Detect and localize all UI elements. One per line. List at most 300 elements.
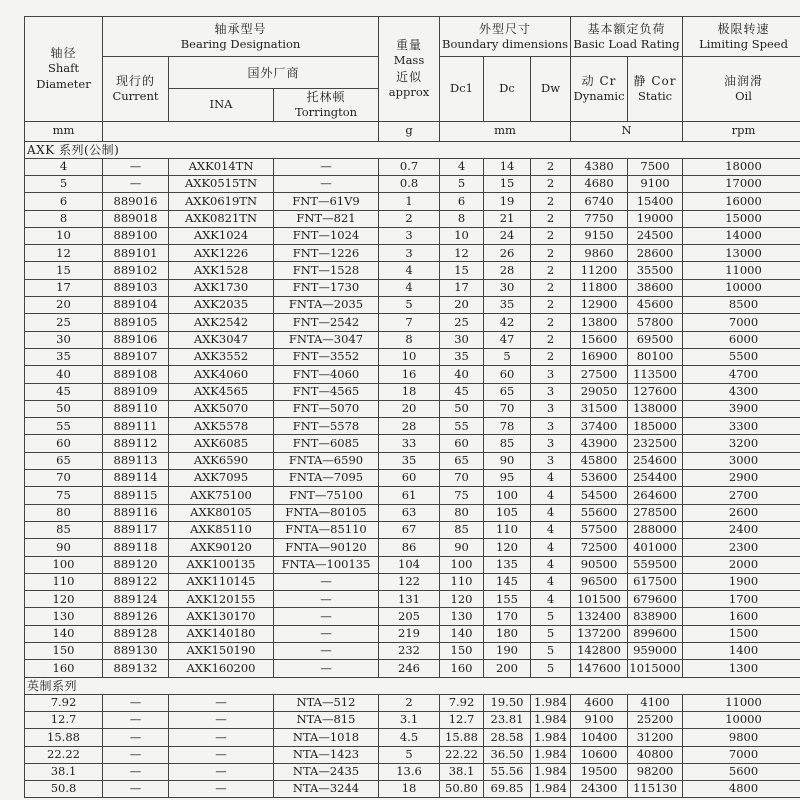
table-row xyxy=(25,314,800,331)
dw-cell: 3 xyxy=(531,435,571,452)
dc1-cell: 12.7 xyxy=(440,711,484,728)
current-code-cell: 889120 xyxy=(103,556,169,573)
dw-cell: 2 xyxy=(531,176,571,193)
limiting-speed-cell: 4700 xyxy=(683,366,800,383)
mass-cell: 5 xyxy=(379,297,440,314)
dc1-cell: 12 xyxy=(440,245,484,262)
dynamic-load-cell: 147600 xyxy=(571,660,628,677)
current-code-cell: 889126 xyxy=(103,608,169,625)
dc1-cell: 160 xyxy=(440,660,484,677)
shaft-diameter-cell: 17 xyxy=(25,279,103,296)
foreign-maker-header: 国外厂商 xyxy=(169,57,379,89)
current-code-cell: 889109 xyxy=(103,383,169,400)
current-code-cell: 889122 xyxy=(103,573,169,590)
dc1-cell: 50.80 xyxy=(440,781,484,798)
mass-cell: 131 xyxy=(379,591,440,608)
bearing-spec-table xyxy=(24,16,800,798)
mass-cell: 63 xyxy=(379,504,440,521)
table-row xyxy=(25,573,800,590)
dc-cell: 70 xyxy=(484,400,531,417)
shaft-diameter-cell: 35 xyxy=(25,348,103,365)
dc-cell: 26 xyxy=(484,245,531,262)
mass-cell: 2 xyxy=(379,210,440,227)
dw-cell: 4 xyxy=(531,539,571,556)
limiting-speed-cell: 8500 xyxy=(683,297,800,314)
dc1-cell: 15.88 xyxy=(440,729,484,746)
dynamic-load-cell: 27500 xyxy=(571,366,628,383)
current-code-cell: — xyxy=(103,729,169,746)
current-code-cell: 889111 xyxy=(103,418,169,435)
current-code-cell: 889114 xyxy=(103,470,169,487)
ina-code-cell: AXK0821TN xyxy=(169,210,274,227)
dw-cell: 5 xyxy=(531,660,571,677)
dc-cell: 170 xyxy=(484,608,531,625)
torrington-code-cell: FNTA—80105 xyxy=(274,504,379,521)
mass-cell: 122 xyxy=(379,573,440,590)
dc-cell: 155 xyxy=(484,591,531,608)
torrington-code-cell: NTA—815 xyxy=(274,711,379,728)
ina-code-cell: AXK1226 xyxy=(169,245,274,262)
ina-code-cell: AXK1024 xyxy=(169,227,274,244)
dc-cell: 60 xyxy=(484,366,531,383)
mass-cell: 67 xyxy=(379,521,440,538)
static-load-cell: 138000 xyxy=(628,400,683,417)
static-load-cell: 98200 xyxy=(628,763,683,780)
static-load-cell: 38600 xyxy=(628,279,683,296)
dynamic-load-cell: 24300 xyxy=(571,781,628,798)
mass-cell: 35 xyxy=(379,452,440,469)
table-row xyxy=(25,487,800,504)
dc1-cell: 10 xyxy=(440,227,484,244)
torrington-code-cell: FNT—4060 xyxy=(274,366,379,383)
ina-code-cell: AXK85110 xyxy=(169,521,274,538)
shaft-diameter-cell: 100 xyxy=(25,556,103,573)
ina-code-cell: AXK1528 xyxy=(169,262,274,279)
limiting-speed-cell: 3000 xyxy=(683,452,800,469)
table-row xyxy=(25,694,800,711)
shaft-diameter-cell: 12 xyxy=(25,245,103,262)
dw-cell: 2 xyxy=(531,245,571,262)
dc1-cell: 130 xyxy=(440,608,484,625)
mass-header: 重量 Mass 近似 approx xyxy=(379,17,440,122)
speed-unit: rpm xyxy=(683,121,800,141)
dw-cell: 2 xyxy=(531,262,571,279)
limiting-speed-cell: 18000 xyxy=(683,158,800,175)
table-row xyxy=(25,210,800,227)
dc-cell: 30 xyxy=(484,279,531,296)
dynamic-load-cell: 19500 xyxy=(571,763,628,780)
torrington-code-cell: FNT—821 xyxy=(274,210,379,227)
static-load-cell: 80100 xyxy=(628,348,683,365)
dynamic-load-cell: 45800 xyxy=(571,452,628,469)
dc1-cell: 7.92 xyxy=(440,694,484,711)
dynamic-load-cell: 96500 xyxy=(571,573,628,590)
ina-code-cell: AXK130170 xyxy=(169,608,274,625)
static-load-cell: 69500 xyxy=(628,331,683,348)
current-code-cell: 889128 xyxy=(103,625,169,642)
current-code-cell: 889016 xyxy=(103,193,169,210)
table-row xyxy=(25,435,800,452)
ina-code-cell: AXK100135 xyxy=(169,556,274,573)
torrington-code-cell: FNT—61V9 xyxy=(274,193,379,210)
mass-cell: 4.5 xyxy=(379,729,440,746)
shaft-diameter-cell: 5 xyxy=(25,176,103,193)
dc-cell: 110 xyxy=(484,521,531,538)
static-load-cell: 15400 xyxy=(628,193,683,210)
shaft-diameter-cell: 85 xyxy=(25,521,103,538)
shaft-diameter-header: 轴径 Shaft Diameter xyxy=(25,17,103,122)
dw-cell: 1.984 xyxy=(531,729,571,746)
ina-code-cell: AXK120155 xyxy=(169,591,274,608)
ina-header: INA xyxy=(169,89,274,122)
current-code-cell: 889110 xyxy=(103,400,169,417)
torrington-code-cell: NTA—3244 xyxy=(274,781,379,798)
dw-cell: 2 xyxy=(531,158,571,175)
current-code-cell: 889108 xyxy=(103,366,169,383)
torrington-code-cell: FNT—1226 xyxy=(274,245,379,262)
dw-cell: 1.984 xyxy=(531,694,571,711)
shaft-diameter-cell: 120 xyxy=(25,591,103,608)
table-row xyxy=(25,158,800,175)
shaft-diameter-cell: 38.1 xyxy=(25,763,103,780)
limiting-speed-cell: 4300 xyxy=(683,383,800,400)
limiting-speed-cell: 10000 xyxy=(683,279,800,296)
dc-cell: 47 xyxy=(484,331,531,348)
dc-cell: 145 xyxy=(484,573,531,590)
dc1-cell: 35 xyxy=(440,348,484,365)
current-code-cell: 889106 xyxy=(103,331,169,348)
dw-cell: 5 xyxy=(531,625,571,642)
table-row xyxy=(25,176,800,193)
static-load-cell: 679600 xyxy=(628,591,683,608)
limiting-speed-cell: 2400 xyxy=(683,521,800,538)
current-code-cell: — xyxy=(103,763,169,780)
dynamic-load-cell: 10600 xyxy=(571,746,628,763)
shaft-diameter-cell: 8 xyxy=(25,210,103,227)
dc-cell: 55.56 xyxy=(484,763,531,780)
dc-cell: 28.58 xyxy=(484,729,531,746)
shaft-diameter-cell: 60 xyxy=(25,435,103,452)
table-row xyxy=(25,331,800,348)
dynamic-load-cell: 4380 xyxy=(571,158,628,175)
dynamic-load-cell: 53600 xyxy=(571,470,628,487)
torrington-code-cell: FNT—5070 xyxy=(274,400,379,417)
static-load-cell: 401000 xyxy=(628,539,683,556)
dw-cell: 4 xyxy=(531,573,571,590)
dynamic-load-cell: 7750 xyxy=(571,210,628,227)
mass-cell: 1 xyxy=(379,193,440,210)
ina-code-cell: — xyxy=(169,746,274,763)
shaft-diameter-cell: 15 xyxy=(25,262,103,279)
torrington-code-cell: — xyxy=(274,176,379,193)
mass-cell: 3 xyxy=(379,245,440,262)
table-row xyxy=(25,591,800,608)
dc-cell: 24 xyxy=(484,227,531,244)
static-header: 静 Cor Static xyxy=(628,57,683,122)
static-load-cell: 28600 xyxy=(628,245,683,262)
dw-cell: 1.984 xyxy=(531,781,571,798)
limiting-speed-cell: 1700 xyxy=(683,591,800,608)
mass-cell: 4 xyxy=(379,279,440,296)
shaft-diameter-cell: 90 xyxy=(25,539,103,556)
dc-cell: 100 xyxy=(484,487,531,504)
dc1-cell: 5 xyxy=(440,176,484,193)
current-code-cell: 889117 xyxy=(103,521,169,538)
table-row xyxy=(25,625,800,642)
ina-code-cell: AXK5070 xyxy=(169,400,274,417)
shaft-unit: mm xyxy=(25,121,103,141)
current-code-cell: 889018 xyxy=(103,210,169,227)
static-load-cell: 19000 xyxy=(628,210,683,227)
dc-cell: 200 xyxy=(484,660,531,677)
torrington-code-cell: — xyxy=(274,591,379,608)
dynamic-load-cell: 9860 xyxy=(571,245,628,262)
dynamic-load-cell: 12900 xyxy=(571,297,628,314)
static-load-cell: 25200 xyxy=(628,711,683,728)
torrington-code-cell: FNT—1024 xyxy=(274,227,379,244)
current-code-cell: 889107 xyxy=(103,348,169,365)
dc1-cell: 25 xyxy=(440,314,484,331)
ina-code-cell: AXK80105 xyxy=(169,504,274,521)
bearing-designation-header: 轴承型号 Bearing Designation xyxy=(103,17,379,57)
dynamic-load-cell: 54500 xyxy=(571,487,628,504)
current-code-cell: — xyxy=(103,746,169,763)
dynamic-load-cell: 142800 xyxy=(571,643,628,660)
ina-code-cell: — xyxy=(169,763,274,780)
table-row xyxy=(25,418,800,435)
shaft-diameter-cell: 25 xyxy=(25,314,103,331)
current-code-cell: 889112 xyxy=(103,435,169,452)
table-row xyxy=(25,746,800,763)
shaft-diameter-cell: 30 xyxy=(25,331,103,348)
dynamic-load-cell: 72500 xyxy=(571,539,628,556)
dw-cell: 3 xyxy=(531,452,571,469)
mass-cell: 104 xyxy=(379,556,440,573)
dw-cell: 4 xyxy=(531,487,571,504)
dc-cell: 95 xyxy=(484,470,531,487)
ina-code-cell: — xyxy=(169,711,274,728)
dc1-cell: 75 xyxy=(440,487,484,504)
ina-code-cell: AXK0619TN xyxy=(169,193,274,210)
designation-unit-blank xyxy=(103,121,379,141)
mass-cell: 33 xyxy=(379,435,440,452)
static-load-cell: 57800 xyxy=(628,314,683,331)
limiting-speed-cell: 2700 xyxy=(683,487,800,504)
current-code-cell: 889118 xyxy=(103,539,169,556)
dc1-cell: 8 xyxy=(440,210,484,227)
boundary-dimensions-header: 外型尺寸 Boundary dimensions xyxy=(440,17,571,57)
static-load-cell: 9100 xyxy=(628,176,683,193)
current-code-cell: 889101 xyxy=(103,245,169,262)
ina-code-cell: AXK4565 xyxy=(169,383,274,400)
mass-cell: 246 xyxy=(379,660,440,677)
dw-cell: 5 xyxy=(531,643,571,660)
torrington-code-cell: FNTA—85110 xyxy=(274,521,379,538)
current-code-cell: 889113 xyxy=(103,452,169,469)
dc-cell: 105 xyxy=(484,504,531,521)
dynamic-load-cell: 9150 xyxy=(571,227,628,244)
load-unit: N xyxy=(571,121,683,141)
static-load-cell: 288000 xyxy=(628,521,683,538)
table-row xyxy=(25,297,800,314)
mass-cell: 10 xyxy=(379,348,440,365)
dw-cell: 2 xyxy=(531,279,571,296)
dw-cell: 2 xyxy=(531,227,571,244)
dc-cell: 19.50 xyxy=(484,694,531,711)
table-row xyxy=(25,643,800,660)
dc-cell: 78 xyxy=(484,418,531,435)
dc1-cell: 110 xyxy=(440,573,484,590)
oil-header: 油润滑 Oil xyxy=(683,57,800,122)
limiting-speed-cell: 3900 xyxy=(683,400,800,417)
limiting-speed-cell: 13000 xyxy=(683,245,800,262)
dc-cell: 120 xyxy=(484,539,531,556)
mass-cell: 18 xyxy=(379,781,440,798)
shaft-diameter-cell: 6 xyxy=(25,193,103,210)
torrington-code-cell: NTA—2435 xyxy=(274,763,379,780)
current-code-cell: 889115 xyxy=(103,487,169,504)
mass-cell: 86 xyxy=(379,539,440,556)
torrington-code-cell: FNTA—90120 xyxy=(274,539,379,556)
static-load-cell: 31200 xyxy=(628,729,683,746)
table-row xyxy=(25,521,800,538)
mass-cell: 205 xyxy=(379,608,440,625)
static-load-cell: 127600 xyxy=(628,383,683,400)
dw-cell: 4 xyxy=(531,521,571,538)
limiting-speed-cell: 2000 xyxy=(683,556,800,573)
limiting-speed-cell: 1500 xyxy=(683,625,800,642)
torrington-code-cell: FNTA—6590 xyxy=(274,452,379,469)
shaft-diameter-cell: 130 xyxy=(25,608,103,625)
table-body xyxy=(25,141,800,798)
dc1-cell: 65 xyxy=(440,452,484,469)
shaft-diameter-cell: 50 xyxy=(25,400,103,417)
current-code-cell: — xyxy=(103,158,169,175)
dc1-cell: 20 xyxy=(440,297,484,314)
ina-code-cell: AXK160200 xyxy=(169,660,274,677)
torrington-code-cell: — xyxy=(274,158,379,175)
current-code-cell: 889132 xyxy=(103,660,169,677)
shaft-diameter-cell: 10 xyxy=(25,227,103,244)
dc-cell: 15 xyxy=(484,176,531,193)
dc-cell: 190 xyxy=(484,643,531,660)
table-row xyxy=(25,729,800,746)
dc1-cell: 17 xyxy=(440,279,484,296)
dw-cell: 1.984 xyxy=(531,711,571,728)
torrington-code-cell: — xyxy=(274,608,379,625)
dc1-cell: 15 xyxy=(440,262,484,279)
dc-cell: 90 xyxy=(484,452,531,469)
shaft-diameter-cell: 70 xyxy=(25,470,103,487)
dynamic-load-cell: 9100 xyxy=(571,711,628,728)
dynamic-load-cell: 16900 xyxy=(571,348,628,365)
mass-cell: 0.8 xyxy=(379,176,440,193)
current-code-cell: 889103 xyxy=(103,279,169,296)
mass-cell: 7 xyxy=(379,314,440,331)
static-load-cell: 113500 xyxy=(628,366,683,383)
current-code-cell: — xyxy=(103,711,169,728)
dw-cell: 2 xyxy=(531,210,571,227)
dynamic-load-cell: 132400 xyxy=(571,608,628,625)
ina-code-cell: AXK90120 xyxy=(169,539,274,556)
mass-cell: 0.7 xyxy=(379,158,440,175)
dc1-cell: 120 xyxy=(440,591,484,608)
static-load-cell: 1015000 xyxy=(628,660,683,677)
table-row xyxy=(25,348,800,365)
table-row xyxy=(25,470,800,487)
shaft-diameter-cell: 7.92 xyxy=(25,694,103,711)
shaft-diameter-cell: 50.8 xyxy=(25,781,103,798)
table-row xyxy=(25,366,800,383)
limiting-speed-header: 极限转速 Limiting Speed xyxy=(683,17,800,57)
dw-cell: 5 xyxy=(531,608,571,625)
limiting-speed-cell: 3200 xyxy=(683,435,800,452)
dc-cell: 21 xyxy=(484,210,531,227)
dc-cell: 23.81 xyxy=(484,711,531,728)
ina-code-cell: AXK014TN xyxy=(169,158,274,175)
section-title: 英制系列 xyxy=(25,677,800,694)
mass-cell: 18 xyxy=(379,383,440,400)
table-row xyxy=(25,262,800,279)
table-row xyxy=(25,383,800,400)
table-row xyxy=(25,711,800,728)
dw-cell: 3 xyxy=(531,366,571,383)
table-row xyxy=(25,227,800,244)
ina-code-cell: AXK3047 xyxy=(169,331,274,348)
dynamic-load-cell: 10400 xyxy=(571,729,628,746)
shaft-diameter-cell: 15.88 xyxy=(25,729,103,746)
torrington-code-cell: FNTA—2035 xyxy=(274,297,379,314)
current-code-cell: 889105 xyxy=(103,314,169,331)
mass-cell: 2 xyxy=(379,694,440,711)
dc-cell: 19 xyxy=(484,193,531,210)
current-header: 现行的 Current xyxy=(103,57,169,122)
dw-cell: 2 xyxy=(531,314,571,331)
mass-cell: 4 xyxy=(379,262,440,279)
dynamic-load-cell: 43900 xyxy=(571,435,628,452)
torrington-code-cell: — xyxy=(274,660,379,677)
dw-cell: 3 xyxy=(531,400,571,417)
mass-cell: 16 xyxy=(379,366,440,383)
ina-code-cell: AXK6085 xyxy=(169,435,274,452)
mass-cell: 28 xyxy=(379,418,440,435)
limiting-speed-cell: 1900 xyxy=(683,573,800,590)
dw-cell: 4 xyxy=(531,591,571,608)
table-row xyxy=(25,193,800,210)
dw-cell: 3 xyxy=(531,383,571,400)
torrington-code-cell: NTA—1018 xyxy=(274,729,379,746)
dw-cell: 3 xyxy=(531,418,571,435)
torrington-code-cell: FNT—5578 xyxy=(274,418,379,435)
shaft-diameter-cell: 110 xyxy=(25,573,103,590)
static-load-cell: 617500 xyxy=(628,573,683,590)
table-row xyxy=(25,660,800,677)
current-code-cell: — xyxy=(103,176,169,193)
current-code-cell: 889100 xyxy=(103,227,169,244)
mass-cell: 219 xyxy=(379,625,440,642)
dw-cell: 2 xyxy=(531,331,571,348)
dw-cell: 4 xyxy=(531,504,571,521)
table-row xyxy=(25,763,800,780)
shaft-diameter-cell: 65 xyxy=(25,452,103,469)
torrington-code-cell: FNT—2542 xyxy=(274,314,379,331)
limiting-speed-cell: 2300 xyxy=(683,539,800,556)
dc1-cell: 30 xyxy=(440,331,484,348)
torrington-code-cell: FNT—6085 xyxy=(274,435,379,452)
mass-cell: 60 xyxy=(379,470,440,487)
limiting-speed-cell: 7000 xyxy=(683,746,800,763)
dc-cell: 42 xyxy=(484,314,531,331)
